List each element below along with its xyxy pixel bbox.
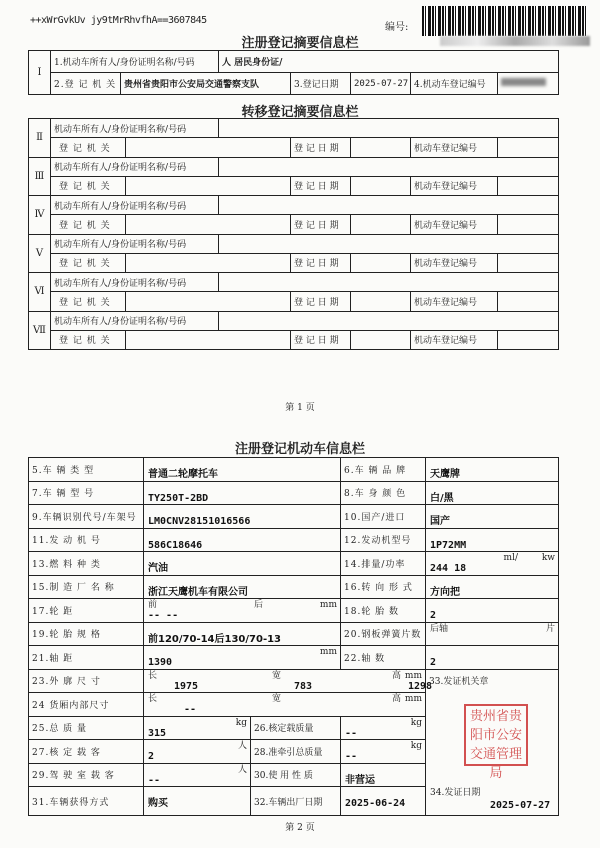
length-value: 1975 xyxy=(174,680,199,692)
regno-label: 机动车登记编号 xyxy=(411,253,498,273)
field-label: 5.车 辆 类 型 xyxy=(29,458,144,482)
field-label: 11.发 动 机 号 xyxy=(29,528,144,552)
date-value xyxy=(351,138,411,158)
printed-value: 购买 xyxy=(148,798,168,809)
transfer-block-detail-row xyxy=(29,253,559,273)
unit: 人 xyxy=(237,764,247,775)
transfer-block-owner-row xyxy=(29,119,559,138)
unit-kw: kw xyxy=(541,553,555,563)
field-label: 20.钢板弹簧片数 xyxy=(341,622,426,646)
regno-value xyxy=(498,215,559,235)
field-value xyxy=(426,575,559,599)
vehicle-title: 注册登记机动车信息栏 xyxy=(234,442,365,457)
transfer-block-owner-row xyxy=(29,196,559,215)
regno-label: 机动车登记编号 xyxy=(411,138,498,158)
unit-mm: mm xyxy=(319,600,337,610)
field-label: 21.轴 距 xyxy=(29,646,144,670)
owner-value xyxy=(219,157,559,176)
page-number-2: 第 2 页 xyxy=(285,823,315,833)
field-label: 32.车辆出厂日期 xyxy=(251,787,341,816)
field-label: 26.核定载质量 xyxy=(251,716,341,740)
field-label: 23.外 廓 尺 寸 xyxy=(29,669,144,693)
printed-value: 浙江天鹰机车有限公司 xyxy=(148,586,248,598)
printed-value: 方向把 xyxy=(430,586,460,598)
transfer-table xyxy=(28,118,559,350)
authority-value: 贵州省贵阳市公安局交通警察支队 xyxy=(121,73,291,95)
printed-value: -- xyxy=(345,751,358,762)
field-label: 13.燃 料 种 类 xyxy=(29,552,144,576)
field-value xyxy=(426,481,559,505)
owner-label: 机动车所有人/身份证明名称/号码 xyxy=(51,311,219,330)
unit: 人 xyxy=(237,741,247,751)
issue-date-value: 2025-07-27 xyxy=(490,800,551,811)
field-value xyxy=(426,528,559,552)
page-number-1: 第 1 页 xyxy=(285,403,315,413)
regno-value xyxy=(498,73,559,95)
field-value xyxy=(144,528,341,552)
date-value: 2025-07-27 xyxy=(351,73,411,95)
field-value xyxy=(426,458,559,482)
regno-label: 机动车登记编号 xyxy=(411,176,498,196)
field-label: 17.轮 距 xyxy=(29,599,144,623)
vehicle-row xyxy=(29,528,559,552)
authority-value xyxy=(126,292,291,312)
field-label: 28.准牵引总质量 xyxy=(251,740,341,764)
date-value xyxy=(351,176,411,196)
unit-rear-axle: 后轴 xyxy=(430,623,449,634)
stamp-label: 33.发证机关章 xyxy=(429,676,489,687)
vehicle-row xyxy=(29,458,559,482)
date-label: 登 记 日 期 xyxy=(291,292,351,312)
transfer-block-owner-row xyxy=(29,234,559,253)
authority-label: 登 记 机 关 xyxy=(51,253,126,273)
unit: kg xyxy=(235,717,247,728)
field-value xyxy=(341,763,426,787)
summary-table xyxy=(28,50,559,95)
owner-value xyxy=(219,273,559,292)
printed-value: -- xyxy=(345,727,358,739)
regno-value xyxy=(498,253,559,273)
printed-value: 2 xyxy=(430,657,437,668)
printed-value: 非营运 xyxy=(345,774,375,786)
unit-length: 长 xyxy=(148,670,158,681)
width-value: 783 xyxy=(294,680,313,692)
date-value xyxy=(351,330,411,350)
unit: kg xyxy=(410,717,422,728)
printed-value: 1390 xyxy=(148,657,173,668)
transfer-block-detail-row xyxy=(29,330,559,350)
field-value xyxy=(426,599,559,623)
date-value xyxy=(351,292,411,312)
unit-length: 长 xyxy=(148,694,158,704)
field-value xyxy=(341,716,426,740)
field-label: 6.车 辆 品 牌 xyxy=(341,458,426,482)
field-value xyxy=(341,740,426,764)
transfer-block-detail-row xyxy=(29,215,559,235)
document-code: ++xWrGvkUv jy9tMrRhvfhA==3607845 xyxy=(30,15,207,26)
field-value xyxy=(144,599,341,623)
vehicle-row xyxy=(29,575,559,599)
owner-label: 机动车所有人/身份证明名称/号码 xyxy=(51,234,219,253)
owner-value xyxy=(219,51,559,73)
dimension-values xyxy=(144,669,433,693)
regno-label: 4.机动车登记编号 xyxy=(411,73,498,95)
unit: kg xyxy=(410,741,422,751)
date-label: 登 记 日 期 xyxy=(291,253,351,273)
field-value xyxy=(144,552,341,576)
regno-label: 机动车登记编号 xyxy=(411,215,498,235)
field-label: 30.使 用 性 质 xyxy=(251,763,341,787)
field-label: 12.发动机型号 xyxy=(341,528,426,552)
field-value xyxy=(144,740,251,764)
regno-label: 机动车登记编号 xyxy=(411,330,498,350)
printed-value: 586C18646 xyxy=(148,539,203,551)
authority-value xyxy=(126,176,291,196)
transfer-block-owner-row xyxy=(29,273,559,292)
field-value xyxy=(144,716,251,740)
field-value xyxy=(426,646,559,670)
field-label: 18.轮 胎 数 xyxy=(341,599,426,623)
authority-value xyxy=(126,138,291,158)
transfer-block-detail-row xyxy=(29,176,559,196)
roman-numeral: Ⅱ xyxy=(29,119,51,158)
printed-value: 天鹰牌 xyxy=(430,469,460,480)
transfer-title: 转移登记摘要信息栏 xyxy=(241,105,359,120)
field-label: 29.驾 驶 室 载 客 xyxy=(29,763,144,787)
unit-height: 高 xyxy=(392,670,402,681)
vehicle-row xyxy=(29,552,559,576)
vehicle-row xyxy=(29,505,559,529)
field-label: 25.总 质 量 xyxy=(29,716,144,740)
unit-ml: ml/ xyxy=(503,553,518,563)
transfer-block-owner-row xyxy=(29,157,559,176)
owner-label: 1.机动车所有人/身份证明名称/号码 xyxy=(51,51,219,73)
transfer-block-detail-row xyxy=(29,292,559,312)
printed-value: 1P72MM xyxy=(430,539,467,551)
printed-value: -- xyxy=(148,774,161,786)
field-label: 9.车辆识别代号/车架号 xyxy=(29,505,144,529)
vehicle-row xyxy=(29,622,559,646)
authority-label: 2.登 记 机 关 xyxy=(51,73,121,95)
printed-value: TY250T-2BD xyxy=(148,492,209,504)
authority-label: 登 记 机 关 xyxy=(51,330,126,350)
unit-width: 宽 xyxy=(272,694,282,704)
roman-numeral: Ⅰ xyxy=(29,51,51,95)
authority-value xyxy=(126,330,291,350)
vehicle-row xyxy=(29,646,559,670)
issue-date-label: 34.发证日期 xyxy=(430,788,481,798)
authority-value xyxy=(126,215,291,235)
field-label: 15.制 造 厂 名 称 xyxy=(29,575,144,599)
dimension-values xyxy=(144,693,426,717)
unit-mm: mm xyxy=(319,647,337,657)
field-value xyxy=(144,622,341,646)
date-label: 登 记 日 期 xyxy=(291,215,351,235)
owner-value xyxy=(219,234,559,253)
roman-numeral: Ⅶ xyxy=(29,311,51,350)
transfer-block-detail-row xyxy=(29,138,559,158)
owner-value xyxy=(219,311,559,330)
field-value xyxy=(341,787,426,816)
height-value: 1298 xyxy=(408,680,433,692)
owner-label: 机动车所有人/身份证明名称/号码 xyxy=(51,119,219,138)
roman-numeral: Ⅲ xyxy=(29,157,51,196)
field-value xyxy=(144,763,251,787)
unit-height: 高 xyxy=(392,694,402,704)
printed-value: 普通二轮摩托车 xyxy=(148,469,218,480)
field-label: 16.转 向 形 式 xyxy=(341,575,426,599)
field-label: 27.核 定 载 客 xyxy=(29,740,144,764)
printed-value: 2 xyxy=(430,610,437,621)
date-label: 登 记 日 期 xyxy=(291,176,351,196)
unit-mm: mm xyxy=(404,670,422,681)
owner-value xyxy=(219,196,559,215)
vehicle-row xyxy=(29,481,559,505)
summary-title: 注册登记摘要信息栏 xyxy=(241,36,359,51)
field-value xyxy=(426,505,559,529)
field-label: 7.车 辆 型 号 xyxy=(29,481,144,505)
date-label: 3.登记日期 xyxy=(291,73,351,95)
authority-value xyxy=(126,253,291,273)
authority-label: 登 记 机 关 xyxy=(51,215,126,235)
printed-value: -- -- xyxy=(148,610,179,621)
number-label: 编号: xyxy=(385,22,409,33)
printed-value: 2025-06-24 xyxy=(345,798,406,809)
date-label: 登 记 日 期 xyxy=(291,138,351,158)
field-value xyxy=(144,575,341,599)
regno-value xyxy=(498,292,559,312)
cargo-dim-value: -- xyxy=(184,704,197,715)
roman-numeral: Ⅳ xyxy=(29,196,51,235)
printed-value: 白/黑 xyxy=(430,492,454,504)
unit-width: 宽 xyxy=(272,670,282,681)
field-label: 19.轮 胎 规 格 xyxy=(29,622,144,646)
field-value xyxy=(144,646,341,670)
field-label: 10.国产/进口 xyxy=(341,505,426,529)
owner-label: 机动车所有人/身份证明名称/号码 xyxy=(51,157,219,176)
printed-value: LM0CNV28151016566 xyxy=(148,516,251,527)
unit-rear: 后 xyxy=(254,600,264,610)
field-value xyxy=(144,787,251,816)
date-value xyxy=(351,253,411,273)
issuing-authority-stamp: 贵州省贵阳市公安交通管理局 xyxy=(464,704,528,766)
field-label: 14.排量/功率 xyxy=(341,552,426,576)
owner-label: 机动车所有人/身份证明名称/号码 xyxy=(51,196,219,215)
regno-value xyxy=(498,138,559,158)
authority-label: 登 记 机 关 xyxy=(51,138,126,158)
printed-value: 前120/70-14后130/70-13 xyxy=(148,633,282,645)
authority-label: 登 记 机 关 xyxy=(51,292,126,312)
field-label: 8.车 身 颜 色 xyxy=(341,481,426,505)
roman-numeral: Ⅵ xyxy=(29,273,51,312)
date-value xyxy=(351,215,411,235)
field-value xyxy=(426,622,559,646)
printed-value: 国产 xyxy=(430,516,450,527)
regno-value xyxy=(498,330,559,350)
field-label: 22.轴 数 xyxy=(341,646,426,670)
field-value xyxy=(144,481,341,505)
printed-value: 315 xyxy=(148,727,167,739)
date-label: 登 记 日 期 xyxy=(291,330,351,350)
transfer-block-owner-row xyxy=(29,311,559,330)
vehicle-row xyxy=(29,669,559,693)
regno-label: 机动车登记编号 xyxy=(411,292,498,312)
unit-front: 前 xyxy=(148,600,158,610)
field-label: 31.车辆获得方式 xyxy=(29,787,144,816)
printed-value: 汽油 xyxy=(148,563,168,574)
unit-pieces: 片 xyxy=(545,623,555,634)
redacted-regno xyxy=(501,78,546,86)
authority-label: 登 记 机 关 xyxy=(51,176,126,196)
field-label: 24 货厢内部尺寸 xyxy=(29,693,144,717)
field-value xyxy=(144,458,341,482)
printed-value: 244 18 xyxy=(430,563,467,574)
printed-value: 2 xyxy=(148,751,155,762)
owner-value xyxy=(219,119,559,138)
unit-mm: mm xyxy=(404,694,422,704)
regno-value xyxy=(498,176,559,196)
field-value xyxy=(144,505,341,529)
vehicle-row xyxy=(29,599,559,623)
owner-value-text: 人 居民身份证/ xyxy=(222,58,283,68)
owner-label: 机动车所有人/身份证明名称/号码 xyxy=(51,273,219,292)
field-value xyxy=(426,552,559,576)
roman-numeral: Ⅴ xyxy=(29,234,51,273)
